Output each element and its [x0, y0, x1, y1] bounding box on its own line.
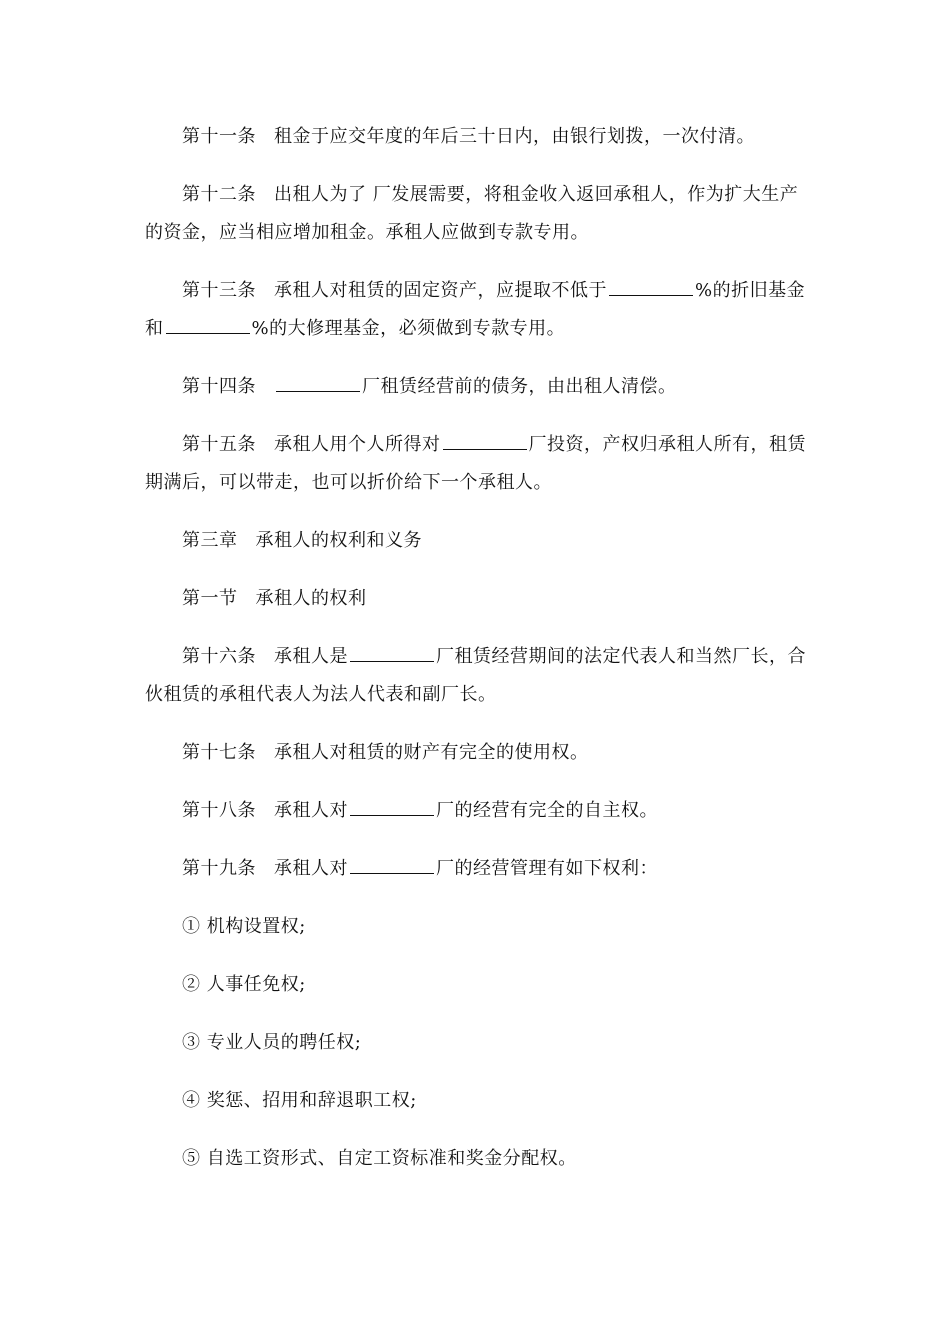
article-18 [145, 792, 810, 830]
list-item: ③ 专业人员的聘任权; [182, 1032, 362, 1053]
article-number: 第十一条 [182, 126, 256, 147]
article-text: 承租人对租赁的固定资产，应提取不低于 [274, 280, 607, 301]
article-17 [145, 734, 810, 772]
article-text: 厂的经营有完全的自主权。 [436, 800, 658, 821]
article-13 [145, 272, 810, 348]
article-text: 承租人对租赁的财产有完全的使用权。 [274, 742, 589, 763]
article-number: 第十九条 [182, 858, 256, 879]
article-text: 厂租赁经营前的债务，由出租人清偿。 [362, 376, 677, 397]
article-text: 厂的经营管理有如下权利： [436, 858, 658, 879]
article-text: 承租人对 [274, 800, 348, 821]
article-text: 租金于应交年度的年后三十日内，由银行划拨，一次付清。 [274, 126, 755, 147]
chapter-title: 承租人的权利和义务 [255, 530, 422, 551]
article-number: 第十四条 [182, 376, 256, 397]
fill-blank [276, 377, 360, 392]
article-12 [145, 176, 810, 252]
article-11 [145, 118, 810, 156]
article-text: 承租人是 [274, 646, 348, 667]
fill-blank [443, 435, 527, 450]
article-number: 第十二条 [182, 184, 256, 205]
article-15 [145, 426, 810, 502]
list-item: ① 机构设置权; [182, 916, 306, 937]
chapter-label: 第三章 [182, 530, 238, 551]
article-text: 厂租赁经营期间的法定代表人和当然厂长，合伙租赁的承租代表人为法人代表和副厂长。 [145, 646, 806, 705]
article-14 [145, 368, 810, 406]
article-19 [145, 850, 810, 888]
article-number: 第十五条 [182, 434, 256, 455]
fill-blank [350, 801, 434, 816]
list-item: ② 人事任免权; [182, 974, 306, 995]
list-item: ⑤ 自选工资形式、自定工资标准和奖金分配权。 [182, 1148, 577, 1169]
fill-blank [166, 319, 250, 334]
fill-blank [350, 647, 434, 662]
article-text: %的折旧基金和 [145, 280, 806, 339]
article-number: 第十八条 [182, 800, 256, 821]
article-number: 第十七条 [182, 742, 256, 763]
section-heading [145, 580, 810, 618]
article-text: 厂投资，产权归承租人所有，租赁期满后，可以带走，也可以折价给下一个承租人。 [145, 434, 806, 493]
section-label: 第一节 [182, 588, 238, 609]
article-number: 第十三条 [182, 280, 256, 301]
fill-blank [609, 281, 693, 296]
fill-blank [350, 859, 434, 874]
list-item: ④ 奖惩、招用和辞退职工权; [182, 1090, 417, 1111]
article-16 [145, 638, 810, 714]
section-title: 承租人的权利 [255, 588, 367, 609]
article-number: 第十六条 [182, 646, 256, 667]
article-text: 承租人用个人所得对 [274, 434, 441, 455]
article-text: 出租人为了 厂发展需要，将租金收入返回承租人，作为扩大生产的资金，应当相应增加租金。承租人应做到专款专用。 [145, 184, 799, 243]
article-text: %的大修理基金，必须做到专款专用。 [251, 318, 566, 339]
article-text: 承租人对 [274, 858, 348, 879]
chapter-heading [145, 522, 810, 560]
